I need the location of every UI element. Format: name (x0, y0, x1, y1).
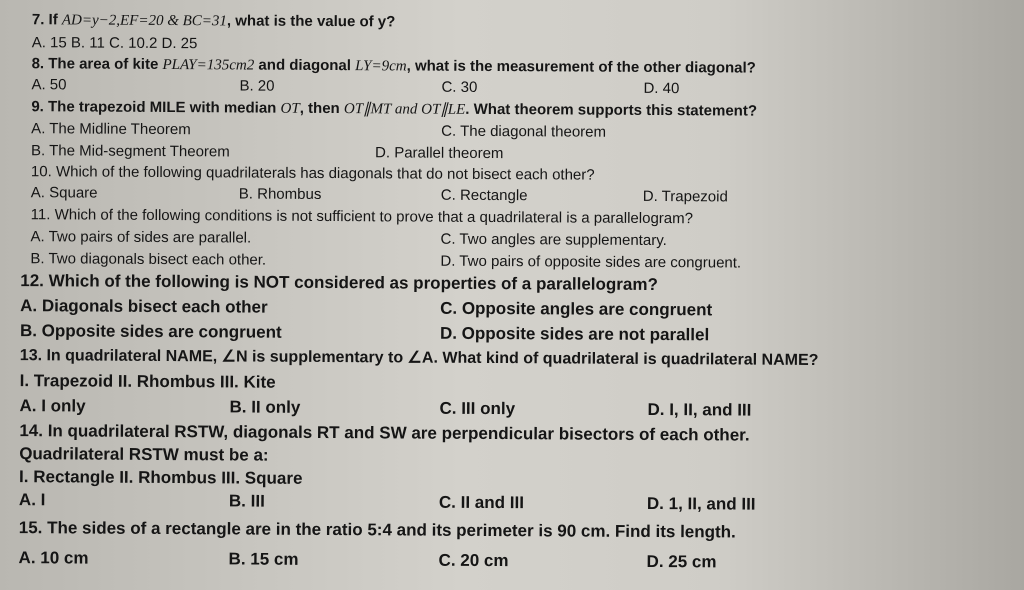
question-13-choices (19, 396, 920, 420)
question-14-prompt: 14. In quadrilateral RSTW, diagonals RT and SW are perpendicular bisectors of each other. (19, 421, 750, 445)
question-8-text-end: , what is the measurement of the other diagonal? (406, 57, 756, 77)
question-13-choice-c: C. III only (439, 398, 516, 419)
question-15-choice-b: B. 15 cm (228, 549, 299, 569)
question-8-choices (31, 76, 992, 98)
question-11-choice-c: C. Two angles are supplementary. (440, 230, 667, 250)
question-15-choices (18, 548, 919, 572)
question-8-choice-b: B. 20 (239, 77, 275, 95)
question-8-text: 8. The area of kite (31, 55, 163, 73)
question-9-math-parallel: OT∥MT and OT∥LE (343, 101, 466, 118)
question-12-choice-c: C. Opposite angles are congruent (440, 298, 713, 320)
question-9-prompt (31, 98, 757, 120)
question-7-choices: A. 15 B. 11 C. 10.2 D. 25 (31, 34, 198, 53)
question-14-choice-b: B. III (228, 491, 265, 511)
question-9-choices-row2 (31, 142, 931, 163)
question-12-choice-b: B. Opposite sides are congruent (19, 321, 282, 342)
question-9-choice-b: B. The Mid-segment Theorem (31, 142, 230, 161)
question-11-prompt: 11. Which of the following conditions is not sufficient to prove that a quadrilateral is a parallelogram? (30, 206, 694, 228)
question-13-prompt: 13. In quadrilateral NAME, ∠N is supplementary to ∠A. What kind of quadrilateral is quadrilateral NAME? (19, 347, 819, 370)
question-14-prompt-continued: Quadrilateral RSTW must be a: (19, 444, 269, 465)
question-10-choice-a: A. Square (30, 184, 98, 202)
question-14-options: I. Rectangle II. Rhombus III. Square (19, 467, 303, 488)
question-11-choice-a: A. Two pairs of sides are parallel. (30, 228, 252, 247)
question-14-choice-a: A. I (18, 490, 46, 510)
question-9-text-end: . What theorem supports this statement? (465, 100, 758, 120)
question-15-prompt: 15. The sides of a rectangle are in the ratio 5:4 and its perimeter is 90 cm. Find its length. (18, 518, 736, 542)
question-9-choice-d: D. Parallel theorem (375, 144, 504, 163)
question-12-choice-a: A. Diagonals bisect each other (20, 296, 268, 317)
question-7-text: 7. If (31, 11, 62, 29)
question-12-choice-d: D. Opposite sides are not parallel (439, 323, 710, 345)
question-14-choice-c: C. II and III (438, 492, 525, 513)
question-10-choices (30, 184, 931, 206)
question-15-choice-c: C. 20 cm (438, 550, 509, 571)
question-12-choices-row1 (20, 296, 920, 320)
question-10-choice-b: B. Rhombus (238, 185, 322, 203)
question-7-math: AD=y−2,EF=20 & BC=31 (61, 12, 228, 30)
question-9-choices-row1 (31, 120, 931, 141)
question-8-prompt (32, 55, 756, 77)
question-13-options: I. Trapezoid II. Rhombus III. Kite (19, 371, 276, 392)
question-11-choices-row1 (30, 228, 931, 250)
question-14-choices (18, 490, 919, 514)
question-13-choice-b: B. II only (229, 397, 301, 417)
question-9-choice-a: A. The Midline Theorem (31, 120, 191, 139)
question-9-choice-c: C. The diagonal theorem (441, 122, 607, 141)
question-8-text-mid: and diagonal (254, 56, 356, 75)
question-10-choice-d: D. Trapezoid (642, 187, 728, 206)
question-10-prompt: 10. Which of the following quadrilaterals has diagonals that do not bisect each other? (30, 163, 595, 184)
question-8-math-area: PLAY=135cm2 (162, 56, 255, 74)
question-11-choices-row2 (30, 250, 930, 272)
question-8-choice-c: C. 30 (441, 78, 478, 96)
question-13-choice-a: A. I only (19, 396, 86, 416)
question-8-choice-a: A. 50 (31, 76, 67, 94)
question-8-choice-d: D. 40 (643, 79, 680, 98)
question-15-choice-a: A. 10 cm (18, 548, 89, 568)
question-12-choices-row2 (19, 321, 920, 345)
question-10-choice-c: C. Rectangle (440, 186, 528, 205)
question-14-choice-d: D. 1, II, and III (646, 493, 756, 514)
question-7-text-end: , what is the value of y? (226, 12, 396, 31)
question-15-choice-d: D. 25 cm (646, 551, 717, 572)
question-9-text: 9. The trapezoid MILE with median (31, 98, 281, 117)
question-11-choice-d: D. Two pairs of opposite sides are congruent. (440, 252, 742, 272)
question-11-choice-b: B. Two diagonals bisect each other. (30, 250, 267, 269)
question-12-prompt: 12. Which of the following is NOT considered as properties of a parallelogram? (20, 271, 658, 295)
question-9-text-mid: , then (299, 99, 344, 118)
question-9-math-median: OT (280, 100, 300, 117)
question-8-math-diagonal: LY=9cm (355, 58, 407, 75)
question-13-choice-d: D. I, II, and III (647, 399, 752, 420)
question-7-prompt (32, 11, 396, 31)
